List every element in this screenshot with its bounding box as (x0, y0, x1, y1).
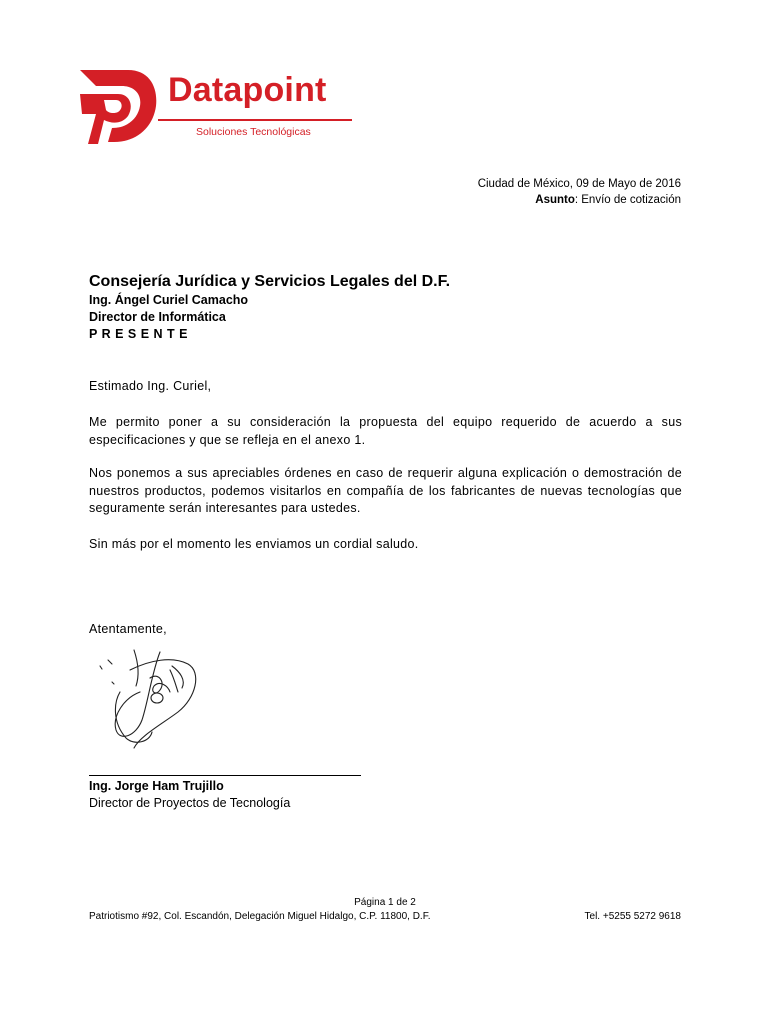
signer-name: Ing. Jorge Ham Trujillo (89, 779, 224, 793)
logo-tagline: Soluciones Tecnológicas (196, 126, 311, 138)
page-number: Página 1 de 2 (354, 897, 416, 908)
date-line: Ciudad de México, 09 de Mayo de 2016 (477, 178, 681, 190)
footer-address: Patriotismo #92, Col. Escandón, Delegación Miguel Hidalgo, C.P. 11800, D.F. (89, 911, 431, 922)
signature-line (89, 775, 361, 776)
paragraph-2: Nos ponemos a sus apreciables órdenes en caso de requerir alguna explicación o demostración de nuestros productos, podemos visitarlos en compañía de los fabricantes de nuevas tecnologías que seguramente serán interesantes para ustedes. (89, 466, 682, 515)
handwritten-signature (90, 642, 210, 752)
subject-line (478, 193, 681, 209)
presente-line: P R E S E N T E (89, 327, 188, 341)
logo-underline (158, 119, 352, 121)
subject-text: : Envío de cotización (574, 193, 681, 206)
closing: Atentamente, (89, 622, 167, 636)
recipient-organization: Consejería Jurídica y Servicios Legales del D.F. (89, 273, 451, 290)
paragraph-1: Me permito poner a su consideración la propuesta del equipo requerido de acuerdo a sus especificaciones y que se refleja en el anexo 1. (89, 415, 682, 447)
logo-mark-icon (78, 66, 158, 146)
subject-label: Asunto (535, 193, 575, 206)
date-subject-block (478, 177, 681, 208)
recipient-position: Director de Informática (89, 310, 226, 324)
greeting: Estimado Ing. Curiel, (89, 379, 212, 393)
footer-phone: Tel. +5255 5272 9618 (584, 911, 681, 922)
paragraph-3: Sin más por el momento les enviamos un cordial saludo. (89, 537, 419, 551)
recipient-name: Ing. Ángel Curiel Camacho (89, 293, 249, 307)
logo-wordmark: Datapoint (168, 71, 327, 109)
signer-title: Director de Proyectos de Tecnología (89, 796, 291, 810)
